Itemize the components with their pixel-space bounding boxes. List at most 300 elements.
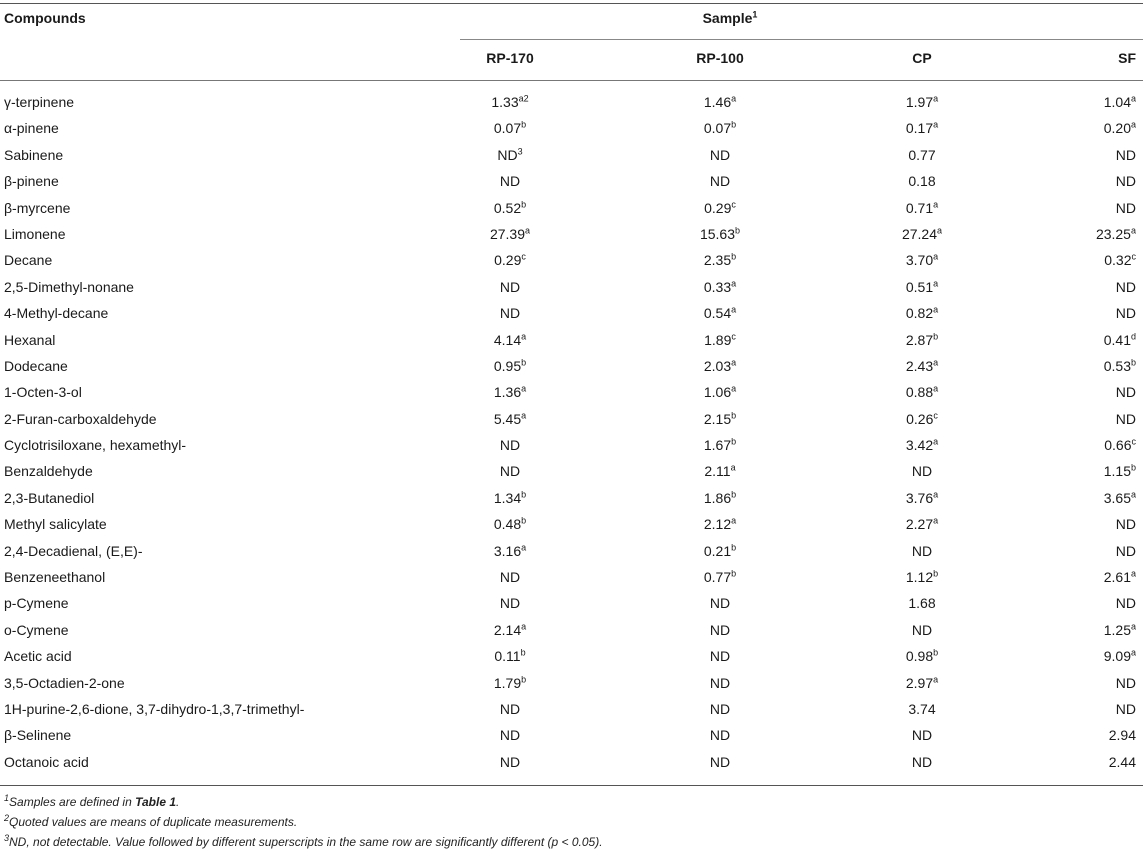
cell-value: 2.03 bbox=[703, 357, 732, 374]
table-cell bbox=[445, 490, 575, 506]
table-cell bbox=[857, 490, 987, 506]
table-cell bbox=[1005, 648, 1136, 664]
cell-superscript: a bbox=[521, 383, 527, 394]
cell-superscript: a bbox=[933, 357, 939, 368]
table-cell bbox=[857, 727, 987, 743]
table-cell bbox=[445, 754, 575, 770]
cell-value: 1.89 bbox=[704, 331, 732, 348]
table-cell bbox=[445, 226, 575, 242]
cell-superscript: a bbox=[933, 436, 939, 447]
cell-value: 9.09 bbox=[1103, 648, 1131, 665]
cell-value: 0.51 bbox=[905, 278, 934, 295]
compound-name: Acetic acid bbox=[4, 648, 72, 665]
cell-value: 0.18 bbox=[908, 173, 936, 190]
cell-value: 1.36 bbox=[493, 384, 522, 401]
table-row bbox=[0, 195, 1143, 221]
table-cell bbox=[445, 358, 575, 374]
cell-value: ND bbox=[911, 542, 933, 559]
table-cell bbox=[445, 384, 575, 400]
footnote-1-ref[interactable]: Table 1 bbox=[135, 795, 176, 809]
compound-name: γ-terpinene bbox=[4, 94, 75, 110]
cell-value: 1.15 bbox=[1103, 463, 1131, 480]
compound-name: Methyl salicylate bbox=[4, 516, 107, 533]
table-cell bbox=[655, 279, 785, 295]
cell-value: 2.61 bbox=[1103, 569, 1131, 586]
compound-name: 1H-purine-2,6-dione, 3,7-dihydro-1,3,7-trimethyl- bbox=[4, 700, 305, 717]
cell-superscript: c bbox=[731, 330, 736, 341]
footnote-2-text: Quoted values are means of duplicate measurements. bbox=[9, 815, 298, 829]
table-cell bbox=[655, 622, 785, 638]
compound-name: 1-Octen-3-ol bbox=[4, 384, 82, 401]
cell-value: 0.17 bbox=[905, 120, 934, 137]
compound-name: Hexanal bbox=[4, 331, 56, 348]
compound-name: β-myrcene bbox=[4, 199, 71, 216]
cell-superscript: a2 bbox=[518, 93, 529, 104]
cell-value: 2.97 bbox=[905, 674, 934, 691]
table-cell bbox=[655, 252, 785, 268]
cell-value: ND bbox=[1115, 199, 1136, 216]
compound-name: Dodecane bbox=[4, 357, 68, 374]
cell-value: ND bbox=[911, 621, 933, 638]
table-cell bbox=[857, 358, 987, 374]
table-row bbox=[0, 327, 1143, 353]
cell-superscript: c bbox=[731, 198, 736, 209]
footnote-2 bbox=[4, 815, 297, 829]
cell-superscript: a bbox=[730, 462, 736, 473]
cell-value: 0.21 bbox=[703, 542, 732, 559]
cell-superscript: b bbox=[521, 673, 527, 684]
cell-value: 0.20 bbox=[1103, 120, 1131, 137]
table-cell bbox=[445, 516, 575, 532]
table-cell bbox=[445, 173, 575, 189]
compound-name: Benzeneethanol bbox=[4, 569, 106, 586]
table-row bbox=[0, 89, 1143, 115]
cell-value: 2.43 bbox=[905, 357, 934, 374]
table-cell bbox=[857, 226, 987, 242]
cell-value: ND bbox=[1115, 384, 1136, 401]
table-cell bbox=[445, 94, 575, 110]
cell-value: 2.94 bbox=[1108, 727, 1136, 744]
table-cell bbox=[655, 727, 785, 743]
cell-value: ND bbox=[709, 146, 731, 163]
table-cell bbox=[857, 569, 987, 585]
cell-superscript: a bbox=[933, 251, 939, 262]
cell-value: ND bbox=[499, 700, 521, 717]
table-row bbox=[0, 749, 1143, 775]
cell-superscript: b bbox=[1130, 357, 1136, 368]
table-row bbox=[0, 458, 1143, 484]
table-cell bbox=[655, 173, 785, 189]
table-cell bbox=[445, 437, 575, 453]
cell-value: 2.27 bbox=[905, 516, 934, 533]
cell-value: ND bbox=[1115, 516, 1136, 533]
table-cell bbox=[857, 463, 987, 479]
table-cell bbox=[445, 252, 575, 268]
cell-value: ND bbox=[499, 278, 521, 295]
header-sample-label: Sample bbox=[702, 10, 753, 26]
cell-value: 1.25 bbox=[1103, 621, 1131, 638]
cell-value: ND bbox=[709, 595, 731, 612]
table-cell bbox=[445, 305, 575, 321]
cell-value: ND bbox=[1115, 595, 1136, 612]
table-cell bbox=[1005, 622, 1136, 638]
cell-value: ND bbox=[1115, 305, 1136, 322]
table-row bbox=[0, 115, 1143, 141]
cell-value: 1.34 bbox=[493, 489, 522, 506]
cell-superscript: a bbox=[933, 489, 939, 500]
compound-name: Octanoic acid bbox=[4, 753, 89, 770]
cell-value: 2.35 bbox=[703, 252, 732, 269]
header-sample bbox=[590, 10, 870, 26]
column-header-cp: CP bbox=[912, 50, 932, 66]
table-cell bbox=[655, 384, 785, 400]
cell-value: 0.33 bbox=[703, 278, 732, 295]
cell-value: 27.24 bbox=[901, 225, 938, 242]
table-cell bbox=[655, 94, 785, 110]
table-cell bbox=[445, 727, 575, 743]
cell-value: 2.12 bbox=[703, 516, 732, 533]
table-cell bbox=[445, 648, 575, 664]
table-row bbox=[0, 511, 1143, 537]
compound-name: 2,4-Decadienal, (E,E)- bbox=[4, 542, 143, 559]
table-cell bbox=[1005, 727, 1136, 743]
cell-value: 3.42 bbox=[905, 437, 934, 454]
cell-value: ND bbox=[1115, 674, 1136, 691]
header-compounds: Compounds bbox=[4, 10, 86, 26]
table-cell bbox=[857, 543, 987, 559]
cell-superscript: b bbox=[735, 225, 741, 236]
cell-superscript: b bbox=[933, 330, 939, 341]
table-row bbox=[0, 538, 1143, 564]
cell-superscript: b bbox=[731, 436, 737, 447]
footnote-1-text: Samples are defined in bbox=[9, 795, 136, 809]
cell-superscript: b bbox=[521, 119, 527, 130]
cell-value: ND bbox=[1115, 700, 1136, 717]
cell-value: 4.14 bbox=[493, 331, 522, 348]
table-cell bbox=[445, 279, 575, 295]
cell-superscript: a bbox=[731, 515, 737, 526]
table-cell bbox=[1005, 543, 1136, 559]
table-cell bbox=[1005, 200, 1136, 216]
table-cell bbox=[445, 147, 575, 163]
cell-superscript: a bbox=[521, 621, 527, 632]
table-body bbox=[0, 89, 1143, 775]
table-cell bbox=[1005, 701, 1136, 717]
table-row bbox=[0, 300, 1143, 326]
table-row bbox=[0, 590, 1143, 616]
table-cell bbox=[1005, 226, 1136, 242]
table-cell bbox=[857, 595, 987, 611]
cell-value: ND bbox=[499, 727, 521, 744]
cell-superscript: a bbox=[521, 541, 527, 552]
cell-superscript: b bbox=[731, 541, 737, 552]
cell-value: ND bbox=[709, 621, 731, 638]
cell-value: 3.74 bbox=[908, 700, 936, 717]
cell-superscript: a bbox=[1130, 225, 1136, 236]
table-cell bbox=[857, 648, 987, 664]
column-header-rp170: RP-170 bbox=[486, 50, 534, 66]
table-cell bbox=[857, 332, 987, 348]
table-cell bbox=[1005, 147, 1136, 163]
table-cell bbox=[1005, 437, 1136, 453]
compound-name: 2,5-Dimethyl-nonane bbox=[4, 278, 134, 295]
table-cell bbox=[655, 358, 785, 374]
table-cell bbox=[655, 437, 785, 453]
cell-superscript: a bbox=[1130, 119, 1136, 130]
cell-superscript: a bbox=[731, 383, 737, 394]
table-cell bbox=[1005, 384, 1136, 400]
column-header-sf: SF bbox=[1118, 50, 1136, 66]
cell-value: 0.77 bbox=[908, 146, 936, 163]
cell-superscript: a bbox=[933, 93, 939, 104]
cell-value: ND bbox=[709, 173, 731, 190]
table-cell bbox=[1005, 411, 1136, 427]
table-cell bbox=[1005, 463, 1136, 479]
cell-superscript: a bbox=[731, 304, 737, 315]
table-cell bbox=[445, 569, 575, 585]
table-cell bbox=[655, 569, 785, 585]
footnote-3-text: ND, not detectable. Value followed by different superscripts in the same row are significantly different (p < 0.05). bbox=[9, 835, 603, 849]
compound-name: 2-Furan-carboxaldehyde bbox=[4, 410, 157, 427]
table-cell bbox=[445, 701, 575, 717]
table-cell bbox=[1005, 754, 1136, 770]
table-cell bbox=[1005, 279, 1136, 295]
cell-superscript: a bbox=[933, 119, 939, 130]
cell-value: 27.39 bbox=[489, 225, 526, 242]
cell-value: ND bbox=[1115, 278, 1136, 295]
cell-value: ND bbox=[911, 753, 933, 770]
table-row bbox=[0, 274, 1143, 300]
cell-superscript: a bbox=[1130, 568, 1136, 579]
table-cell bbox=[655, 595, 785, 611]
table-cell bbox=[1005, 120, 1136, 136]
table-row bbox=[0, 168, 1143, 194]
cell-superscript: a bbox=[937, 225, 943, 236]
cell-superscript: c bbox=[933, 410, 938, 421]
table-cell bbox=[857, 411, 987, 427]
bottom-rule bbox=[0, 785, 1143, 786]
cell-superscript: d bbox=[1130, 330, 1136, 341]
table-cell bbox=[857, 305, 987, 321]
cell-value: 0.07 bbox=[703, 120, 732, 137]
cell-value: 1.79 bbox=[493, 674, 522, 691]
compound-name: Benzaldehyde bbox=[4, 463, 93, 480]
table-row bbox=[0, 485, 1143, 511]
cell-value: ND bbox=[1115, 173, 1136, 190]
cell-superscript: a bbox=[1130, 647, 1136, 658]
compound-name: β-pinene bbox=[4, 173, 59, 190]
cell-value: ND bbox=[499, 595, 521, 612]
cell-superscript: a bbox=[933, 198, 939, 209]
cell-value: 2.15 bbox=[703, 410, 732, 427]
compound-name: Limonene bbox=[4, 225, 66, 242]
table-row bbox=[0, 564, 1143, 590]
cell-superscript: b bbox=[731, 410, 737, 421]
table-cell bbox=[1005, 305, 1136, 321]
cell-value: 3.70 bbox=[905, 252, 934, 269]
table-row bbox=[0, 142, 1143, 168]
compound-name: 4-Methyl-decane bbox=[4, 305, 109, 322]
table-cell bbox=[655, 226, 785, 242]
cell-superscript: c bbox=[1131, 436, 1136, 447]
cell-value: 2.11 bbox=[704, 463, 731, 480]
cell-superscript: a bbox=[933, 673, 939, 684]
cell-value: 0.48 bbox=[493, 516, 522, 533]
cell-value: ND bbox=[1115, 146, 1136, 163]
table-cell bbox=[655, 675, 785, 691]
cell-superscript: b bbox=[731, 119, 737, 130]
cell-value: 0.54 bbox=[703, 305, 732, 322]
cell-value: 3.16 bbox=[493, 542, 522, 559]
table-cell bbox=[857, 120, 987, 136]
compound-name: Sabinene bbox=[4, 146, 64, 163]
cell-value: 0.29 bbox=[704, 199, 732, 216]
cell-superscript: c bbox=[1131, 251, 1136, 262]
table-cell bbox=[857, 516, 987, 532]
cell-value: ND bbox=[709, 674, 731, 691]
cell-value: 0.88 bbox=[905, 384, 934, 401]
compound-name: 2,3-Butanediol bbox=[4, 489, 95, 506]
table-row bbox=[0, 617, 1143, 643]
header-rule bbox=[0, 80, 1143, 81]
footnote-3-sup: 3 bbox=[4, 833, 10, 843]
cell-superscript: b bbox=[933, 647, 939, 658]
table-cell bbox=[655, 120, 785, 136]
cell-value: ND bbox=[709, 727, 731, 744]
table-cell bbox=[445, 463, 575, 479]
cell-value: 1.97 bbox=[905, 94, 934, 110]
cell-value: ND bbox=[499, 305, 521, 322]
table-cell bbox=[857, 384, 987, 400]
cell-value: 0.29 bbox=[494, 252, 522, 269]
cell-superscript: b bbox=[521, 198, 527, 209]
cell-superscript: b bbox=[521, 489, 527, 500]
table-cell bbox=[857, 147, 987, 163]
cell-value: 2.14 bbox=[493, 621, 522, 638]
table-row bbox=[0, 353, 1143, 379]
table-cell bbox=[655, 332, 785, 348]
cell-superscript: b bbox=[731, 251, 737, 262]
cell-value: 1.33 bbox=[491, 94, 519, 110]
cell-superscript: a bbox=[731, 278, 737, 289]
compound-name: α-pinene bbox=[4, 120, 59, 137]
table-cell bbox=[857, 94, 987, 110]
cell-value: 0.71 bbox=[905, 199, 934, 216]
compound-name: o-Cymene bbox=[4, 621, 69, 638]
table-cell bbox=[655, 463, 785, 479]
compound-name: p-Cymene bbox=[4, 595, 69, 612]
cell-value: ND bbox=[911, 463, 933, 480]
cell-value: 1.06 bbox=[703, 384, 732, 401]
table-cell bbox=[857, 252, 987, 268]
table-cell bbox=[655, 200, 785, 216]
cell-value: 1.46 bbox=[703, 94, 732, 110]
cell-value: 1.67 bbox=[703, 437, 732, 454]
cell-value: ND bbox=[499, 753, 521, 770]
cell-value: 0.11 bbox=[494, 648, 521, 665]
table-cell bbox=[445, 675, 575, 691]
table-cell bbox=[1005, 252, 1136, 268]
cell-value: 1.12 bbox=[905, 569, 934, 586]
cell-value: 1.86 bbox=[703, 489, 732, 506]
cell-value: 0.98 bbox=[905, 648, 934, 665]
cell-value: 2.87 bbox=[905, 331, 934, 348]
cell-value: 0.95 bbox=[493, 357, 522, 374]
header-sample-sup: 1 bbox=[752, 9, 758, 20]
cell-superscript: a bbox=[521, 410, 527, 421]
cell-superscript: a bbox=[933, 304, 939, 315]
table-cell bbox=[857, 173, 987, 189]
cell-value: ND bbox=[911, 727, 933, 744]
cell-superscript: b bbox=[521, 515, 527, 526]
table-cell bbox=[445, 411, 575, 427]
top-rule bbox=[0, 3, 1143, 4]
cell-value: 23.25 bbox=[1095, 225, 1131, 242]
table-cell bbox=[445, 332, 575, 348]
cell-value: ND bbox=[499, 173, 521, 190]
cell-value: 0.52 bbox=[493, 199, 522, 216]
table-cell bbox=[857, 701, 987, 717]
table-row bbox=[0, 406, 1143, 432]
cell-value: ND bbox=[709, 700, 731, 717]
cell-value: ND bbox=[1115, 542, 1136, 559]
table-cell bbox=[655, 648, 785, 664]
table-cell bbox=[857, 622, 987, 638]
table-cell bbox=[1005, 358, 1136, 374]
table-cell bbox=[857, 279, 987, 295]
cell-value: 5.45 bbox=[493, 410, 522, 427]
cell-superscript: a bbox=[525, 225, 531, 236]
table-cell bbox=[1005, 490, 1136, 506]
cell-superscript: b bbox=[731, 568, 737, 579]
sample-rule bbox=[460, 39, 1143, 40]
table-cell bbox=[655, 147, 785, 163]
compound-name: 3,5-Octadien-2-one bbox=[4, 674, 125, 691]
table-cell bbox=[1005, 595, 1136, 611]
table-cell bbox=[655, 701, 785, 717]
cell-superscript: a bbox=[1130, 93, 1136, 104]
cell-value: 0.82 bbox=[905, 305, 934, 322]
cell-value: ND bbox=[499, 463, 521, 480]
table-cell bbox=[655, 411, 785, 427]
table-row bbox=[0, 247, 1143, 273]
cell-value: 3.76 bbox=[905, 489, 934, 506]
cell-value: ND bbox=[709, 648, 731, 665]
cell-value: 0.41 bbox=[1103, 331, 1131, 348]
table-cell bbox=[1005, 569, 1136, 585]
table-cell bbox=[857, 754, 987, 770]
cell-value: ND bbox=[499, 569, 521, 586]
cell-value: 1.04 bbox=[1103, 94, 1131, 110]
table-cell bbox=[857, 437, 987, 453]
cell-superscript: b bbox=[520, 647, 526, 658]
cell-superscript: a bbox=[731, 357, 737, 368]
table-row bbox=[0, 670, 1143, 696]
table-cell bbox=[1005, 94, 1136, 110]
compound-name: Decane bbox=[4, 252, 53, 269]
footnote-3 bbox=[4, 835, 603, 849]
table-cell bbox=[445, 543, 575, 559]
table-row bbox=[0, 696, 1143, 722]
cell-value: 1.68 bbox=[908, 595, 936, 612]
column-header-rp100: RP-100 bbox=[696, 50, 744, 66]
table-cell bbox=[655, 490, 785, 506]
table-cell bbox=[445, 120, 575, 136]
table-row bbox=[0, 432, 1143, 458]
footnote-1-end: . bbox=[176, 795, 180, 809]
table-cell bbox=[1005, 516, 1136, 532]
table-row bbox=[0, 643, 1143, 669]
